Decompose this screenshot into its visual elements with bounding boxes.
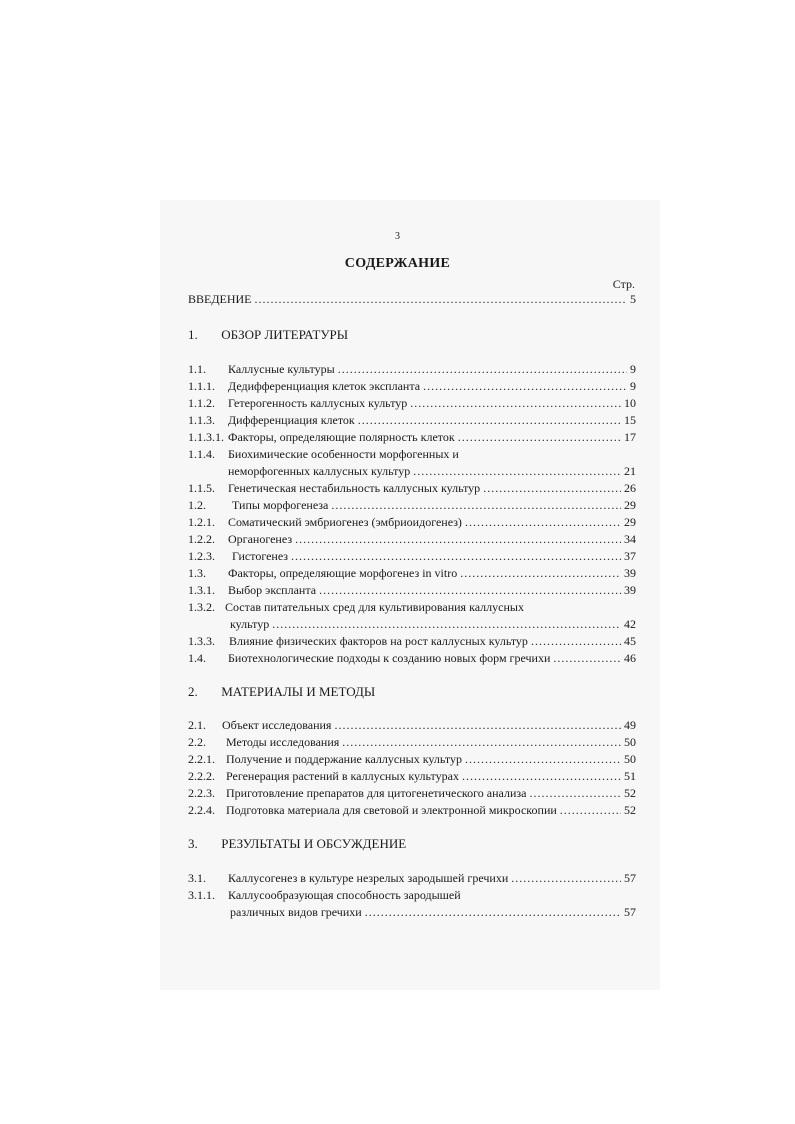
toc-entry[interactable]: 1.3.2. Состав питательных сред для культивирования каллусных [188,600,524,614]
toc-entry[interactable]: 2.2. Методы исследования ..... 50 [188,734,636,750]
toc-entry-text: ВВЕДЕНИЕ [188,292,252,306]
toc-entry[interactable]: 2.2.1. Получение и поддержание каллусных культур ..... 50 [188,751,636,767]
toc-entry[interactable]: 1.1.4. Биохимические особенности морфогенных и [188,447,459,461]
page-number: 3 [395,231,400,242]
toc-entry[interactable]: 1.3.3. Влияние физических факторов на рост каллусных культур ..... 45 [188,633,636,649]
toc-entry[interactable]: 1.1. Каллусные культуры ..... 9 [188,361,636,377]
toc-entry[interactable]: 1.2.1. Соматический эмбриогенез (эмбриоидогенез) ..... 29 [188,514,636,530]
toc-entry-continuation[interactable]: неморфогенных каллусных культур ..... 21 [228,463,636,479]
section-heading[interactable]: 3. РЕЗУЛЬТАТЫ И ОБСУЖДЕНИЕ [188,836,407,851]
toc-entry[interactable]: 1.2.3. Гистогенез ..... 37 [188,548,636,564]
toc-entry[interactable]: 3.1.1. Каллусообразующая способность зародышей [188,888,461,902]
toc-entry[interactable]: 1.4. Биотехнологические подходы к созданию новых форм гречихи ..... 46 [188,650,636,666]
toc-entry-continuation[interactable]: различных видов гречихи ..... 57 [230,904,636,920]
page-title: СОДЕРЖАНИЕ [344,256,451,271]
page-column-label: Стр. [612,277,635,291]
toc-entry[interactable]: 1.1.5. Генетическая нестабильность каллусных культур ..... 26 [188,480,636,496]
toc-entry[interactable]: 2.2.2. Регенерация растений в каллусных культурах ..... 51 [188,768,636,784]
toc-entry-intro[interactable] [188,291,636,307]
toc-entry-page: 5 [630,292,636,306]
toc-entry[interactable]: 2.1. Объект исследования ..... 49 [188,717,636,733]
toc-entry[interactable]: 1.1.3.1. Факторы, определяющие полярность клеток ..... 17 [188,429,636,445]
toc-entry-continuation[interactable]: культур ..... 42 [230,616,636,632]
toc-entry[interactable]: 1.1.3. Дифференциация клеток ..... 15 [188,412,636,428]
section-heading[interactable]: 2. МАТЕРИАЛЫ И МЕТОДЫ [188,684,376,699]
toc-entry[interactable]: 3.1. Каллусогенез в культуре незрелых зародышей гречихи ..... 57 [188,870,636,886]
toc-entry[interactable]: 1.2. Типы морфогенеза ..... 29 [188,497,636,513]
toc-entry[interactable]: 1.3. Факторы, определяющие морфогенез in vitro ..... 39 [188,565,636,581]
toc-entry[interactable]: 1.3.1. Выбор экспланта ..... 39 [188,582,636,598]
toc-entry[interactable]: 1.2.2. Органогенез ..... 34 [188,531,636,547]
toc-entry[interactable]: 2.2.3. Приготовление препаратов для цитогенетического анализа ..... 52 [188,785,636,801]
section-heading[interactable]: 1. ОБЗОР ЛИТЕРАТУРЫ [188,327,349,342]
toc-entry[interactable]: 1.1.1. Дедифференциация клеток экспланта ..... 9 [188,378,636,394]
toc-entry[interactable]: 1.1.2. Гетерогенность каллусных культур ..... 10 [188,395,636,411]
toc-entry[interactable]: 2.2.4. Подготовка материала для световой и электронной микроскопии ..... 52 [188,802,636,818]
